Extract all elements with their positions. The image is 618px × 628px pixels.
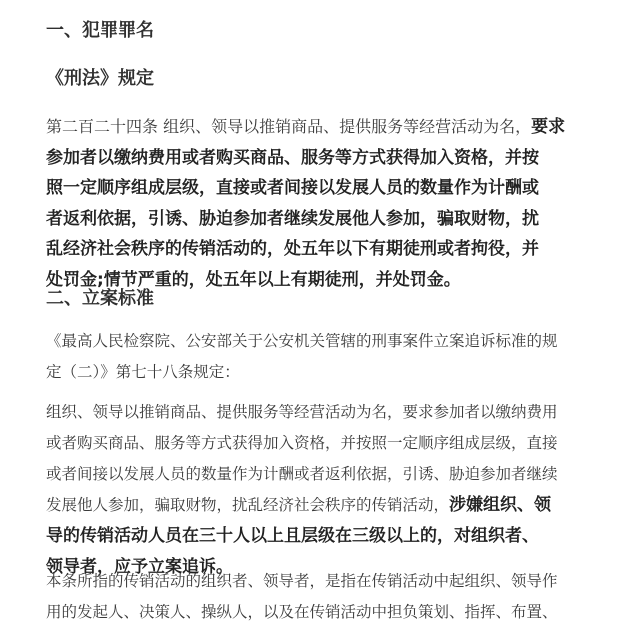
section-title-filing: 二、立案标准	[46, 288, 154, 309]
regulation-source-paragraph	[46, 326, 586, 388]
regulation-text-line-6: 领导者，应予立案追诉。	[46, 557, 233, 577]
article-224-line-6: 处罚金;情节严重的，处五年以上有期徒刑，并处罚金。	[46, 269, 461, 290]
article-224-line-5: 乱经济社会秩序的传销活动的，处五年以下有期徒刑或者拘役，并	[46, 239, 539, 259]
article-224-line-3: 照一定顺序组成层级，直接或者间接以发展人员的数量作为计酬或	[46, 178, 539, 198]
regulation-text-line-3: 或者间接以发展人员的数量作为计酬或者返利依据，引诱、胁迫参加者继续	[46, 465, 558, 483]
regulation-text-line-2: 或者购买商品、服务等方式获得加入资格，并按照一定顺序组成层级，直接	[46, 434, 558, 452]
article-224-bold-start: 要求	[531, 117, 566, 137]
regulation-text-line-4-normal: 发展他人参加，骗取财物，扰乱经济社会秩序的传销活动，	[46, 496, 450, 514]
section-title-crime: 一、犯罪罪名	[46, 20, 154, 41]
article-224-line-4: 者返利依据，引诱、胁迫参加者继续发展他人参加，骗取财物，扰	[46, 208, 539, 229]
regulation-text-line-1: 组织、领导以推销商品、提供服务等经营活动为名，要求参加者以缴纳费用	[46, 403, 558, 421]
regulation-text-line-4	[46, 490, 586, 521]
regulation-text-line-5: 导的传销活动人员在三十人以上且层级在三级以上的，对组织者、	[46, 526, 539, 546]
regulation-source-line-2: 定（二）》第七十八条规定：	[46, 363, 240, 381]
article-224-paragraph	[46, 112, 586, 295]
article-224-line-2: 参加者以缴纳费用或者购买商品、服务等方式获得加入资格，并按	[46, 147, 539, 168]
regulation-source-line-1: 《最高人民检察院、公安部关于公安机关管辖的刑事案件立案追诉标准的规	[46, 332, 558, 350]
regulation-text-line-4-bold: 涉嫌组织、领	[449, 495, 552, 515]
explanation-line-1: 本条所指的传销活动的组织者、领导者，是指在传销活动中起组织、领导作	[46, 572, 558, 590]
article-224-intro: 第二百二十四条 组织、领导以推销商品、提供服务等经营活动为名，	[46, 117, 532, 136]
criminal-law-title: 《刑法》规定	[46, 68, 154, 89]
explanation-paragraph	[46, 566, 586, 628]
regulation-text-paragraph	[46, 397, 586, 583]
explanation-line-2: 用的发起人、决策人、操纵人，以及在传销活动中担负策划、指挥、布置、	[46, 603, 558, 621]
article-224-line-1	[46, 112, 586, 143]
